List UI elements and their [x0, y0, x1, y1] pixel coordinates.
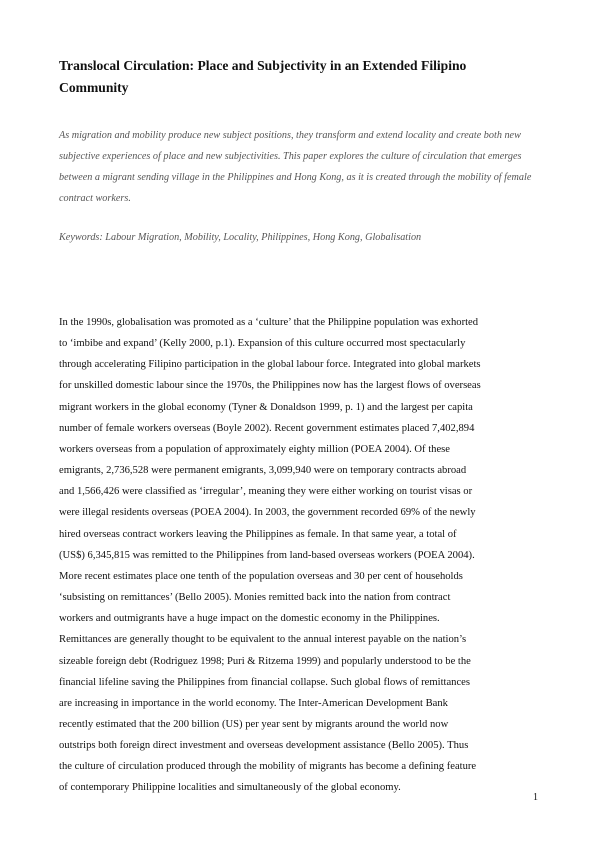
body-line: financial lifeline saving the Philippines from financial collapse. Such global flows of remittances: [59, 676, 470, 688]
body-line: workers and outmigrants have a huge impact on the domestic economy in the Philippines.: [59, 613, 440, 625]
body-paragraph: [59, 312, 541, 799]
body-line: outstrips both foreign direct investment and overseas development assistance (Bello 2005). Thus: [59, 740, 469, 752]
body-line: were illegal residents overseas (POEA 2004). In 2003, the government recorded 69% of the newly: [59, 507, 476, 519]
body-line: Remittances are generally thought to be equivalent to the annual interest payable on the nation’s: [59, 634, 467, 646]
abstract: As migration and mobility produce new subject positions, they transform and extend locality and create both new subjective experiences of place and new subjectivities. This paper explores the culture of circulation that emerges between a migrant sending village in the Philippines and Hong Kong, as it is created through the mobility of female contract workers.: [59, 130, 532, 204]
body-line: In the 1990s, globalisation was promoted as a ‘culture’ that the Philippine population was exhorted: [59, 317, 479, 328]
body-line: the culture of circulation produced through the mobility of migrants has become a defining feature: [59, 761, 477, 773]
page-number: 1: [533, 792, 538, 803]
body-line: More recent estimates place one tenth of the population overseas and 30 per cent of households: [59, 570, 463, 582]
body-line: (US$) 6,345,815 was remitted to the Philippines from land-based overseas workers (POEA 2004).: [59, 549, 475, 561]
body-line: migrant workers in the global economy (Tyner & Donaldson 1999, p. 1) and the largest per capita: [59, 401, 473, 413]
body-line: and 1,566,426 were classified as ‘irregular’, meaning they were either working on tourist visas or: [59, 486, 473, 498]
body-line: for unskilled domestic labour since the 1970s, the Philippines now has the largest flows of overseas: [59, 380, 481, 392]
body-line: of contemporary Philippine localities and simultaneously of the global economy.: [59, 782, 401, 794]
body-line: hired overseas contract workers leaving the Philippines as female. In that same year, a total of: [59, 528, 457, 540]
body-line: ‘subsisting on remittances’ (Bello 2005). Monies remitted back into the nation from contract: [59, 592, 451, 604]
body-line: number of female workers overseas (Boyle 2002). Recent government estimates placed 7,402,894: [59, 422, 475, 434]
body-line: workers overseas from a population of approximately eighty million (POEA 2004). Of these: [59, 443, 451, 455]
body-line: to ‘imbibe and expand’ (Kelly 2000, p.1). Expansion of this culture occurred most spectacularly: [59, 338, 466, 350]
paper-title: Translocal Circulation: Place and Subjectivity in an Extended Filipino Community: [59, 58, 467, 95]
body-line: are increasing in importance in the world economy. The Inter-American Development Bank: [59, 697, 448, 709]
body-line: through accelerating Filipino participation in the global labour force. Integrated into global markets: [59, 359, 481, 371]
body-line: sizeable foreign debt (Rodriguez 1998; Puri & Ritzema 1999) and popularly understood to be the: [59, 655, 471, 667]
keywords: Keywords: Labour Migration, Mobility, Locality, Philippines, Hong Kong, Globalisation: [59, 232, 422, 243]
body-line: recently estimated that the 200 billion (US) per year sent by migrants around the world now: [59, 718, 449, 730]
body-line: emigrants, 2,736,528 were permanent emigrants, 3,099,940 were on temporary contracts abroad: [59, 465, 467, 477]
